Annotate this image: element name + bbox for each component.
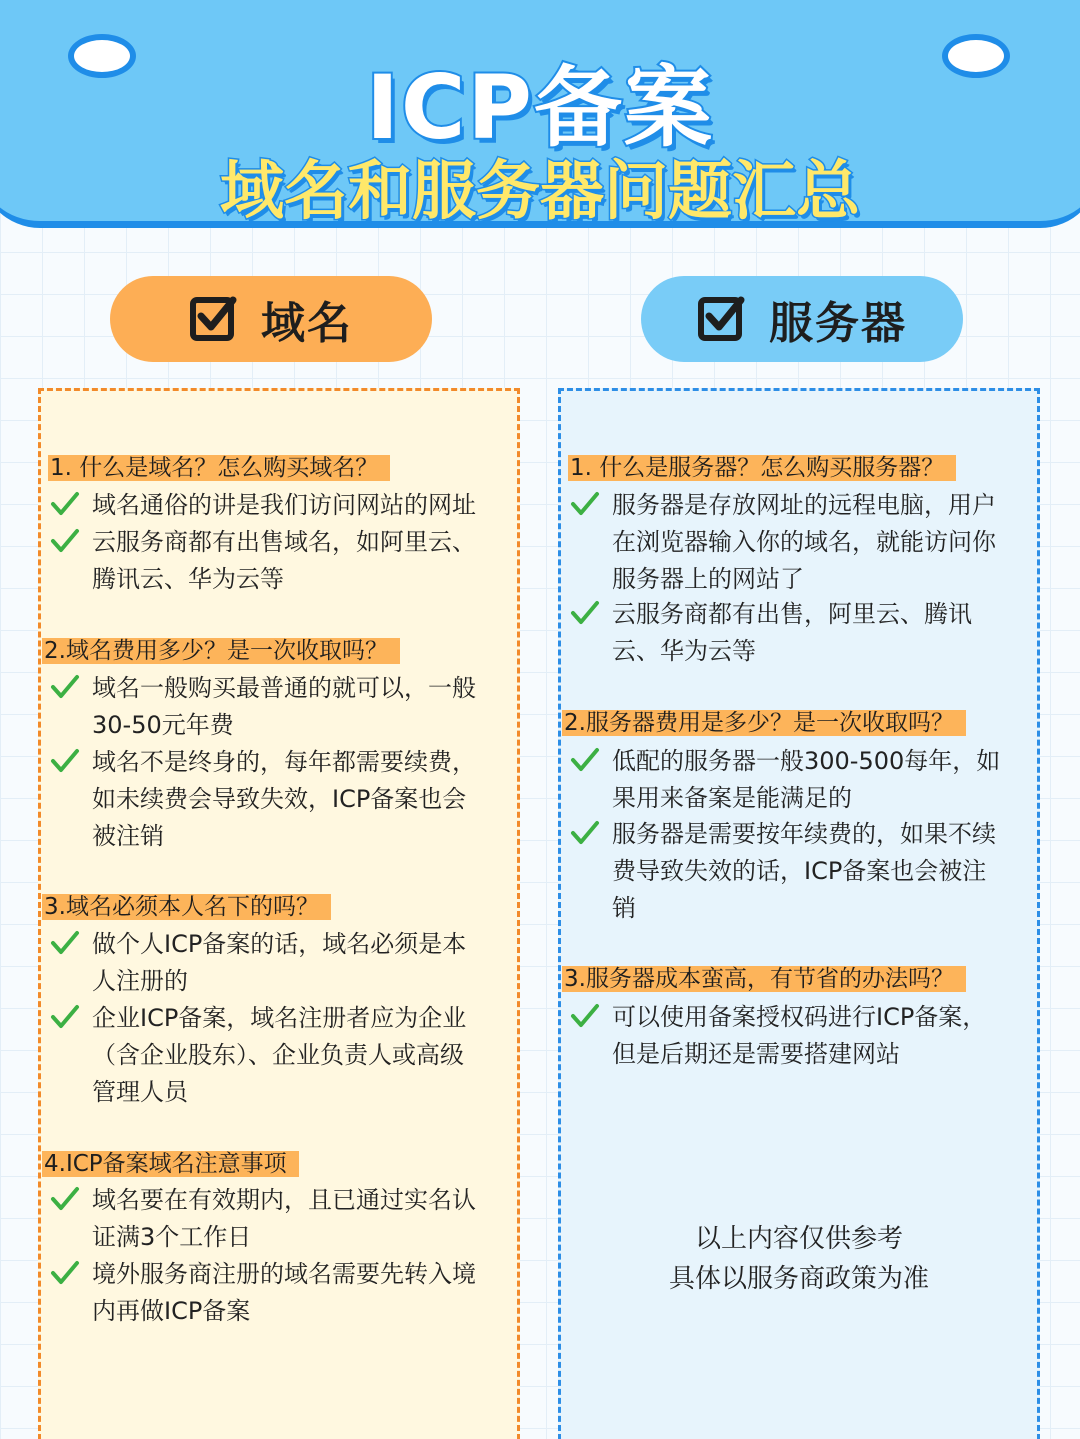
answer-line: 如未续费会导致失效，ICP备案也会 (92, 785, 467, 813)
answer-line: 被注销 (92, 822, 164, 850)
answer-item (92, 487, 476, 524)
answer-line: 域名通俗的讲是我们访问网站的网址 (92, 491, 476, 519)
column-header-domain (110, 276, 432, 362)
answer-line: 境外服务商注册的域名需要先转入境 (92, 1260, 476, 1288)
answer-line: 销 (612, 894, 636, 922)
answer-line: 低配的服务器一般300-500每年，如 (612, 747, 1001, 775)
page-title: ICP备案 (366, 56, 714, 159)
answer-line: 云服务商都有出售域名，如阿里云、 (92, 528, 476, 556)
question-text: 2.服务器费用是多少？是一次收取吗？ (562, 710, 966, 736)
answer-item (92, 1000, 466, 1111)
question-heading (42, 633, 400, 669)
checkbox-checked-icon (189, 294, 239, 344)
checkmark-icon (50, 1184, 80, 1214)
answer-line: 费导致失效的话，ICP备案也会被注 (612, 857, 987, 885)
checkbox-checked-icon (697, 294, 747, 344)
checkmark-icon (50, 672, 80, 702)
checkmark-icon (50, 1002, 80, 1032)
checkmark-icon (50, 928, 80, 958)
answer-line: （含企业股东）、企业负责人或高级 (92, 1041, 464, 1069)
answer-item (92, 524, 476, 598)
answer-item (612, 487, 996, 598)
checkmark-icon (570, 818, 600, 848)
question-heading (48, 450, 390, 486)
column-header-label: 服务器 (769, 298, 907, 349)
question-heading (568, 450, 956, 486)
answer-line: 但是后期还是需要搭建网站 (612, 1040, 900, 1068)
answer-item (92, 1256, 476, 1330)
answer-line: 30-50元年费 (92, 711, 234, 739)
checkmark-icon (50, 526, 80, 556)
answer-line: 企业ICP备案，域名注册者应为企业 (92, 1004, 467, 1032)
question-heading (42, 889, 331, 925)
checkmark-icon (50, 489, 80, 519)
column-header-label: 域名 (261, 298, 353, 349)
answer-line: 做个人ICP备案的话，域名必须是本 (92, 930, 467, 958)
answer-line: 人注册的 (92, 967, 188, 995)
question-text: 3.域名必须本人名下的吗？ (42, 894, 331, 920)
question-heading (562, 705, 966, 741)
answer-line: 管理人员 (92, 1078, 188, 1106)
answer-line: 服务器上的网站了 (612, 565, 804, 593)
question-text: 2.域名费用多少？是一次收取吗？ (42, 638, 400, 664)
question-text: 1. 什么是服务器？怎么购买服务器？ (568, 455, 956, 481)
answer-item (92, 670, 476, 744)
answer-item (92, 1182, 476, 1256)
answer-item (612, 999, 986, 1073)
answer-item (612, 596, 972, 670)
answer-item (612, 816, 996, 927)
question-text: 3.服务器成本蛮高，有节省的办法吗？ (562, 966, 966, 992)
answer-line: 域名要在有效期内，且已通过实名认 (92, 1186, 476, 1214)
question-text: 4.ICP备案域名注意事项 (42, 1151, 299, 1177)
answer-line: 腾讯云、华为云等 (92, 565, 284, 593)
answer-line: 果用来备案是能满足的 (612, 784, 852, 812)
answer-line: 在浏览器输入你的域名，就能访问你 (612, 528, 996, 556)
question-heading (562, 961, 966, 997)
column-header-server (641, 276, 963, 362)
answer-line: 域名一般购买最普通的就可以，一般 (92, 674, 476, 702)
answer-line: 证满3个工作日 (92, 1223, 252, 1251)
answer-item (612, 743, 1000, 817)
answer-line: 域名不是终身的，每年都需要续费， (92, 748, 476, 776)
disclaimer-line: 以上内容仅供参考 (694, 1224, 903, 1254)
answer-line: 服务器是存放网址的远程电脑，用户 (612, 491, 996, 519)
question-text: 1. 什么是域名？怎么购买域名？ (48, 455, 390, 481)
checkmark-icon (570, 745, 600, 775)
checkmark-icon (570, 489, 600, 519)
answer-line: 云服务商都有出售，阿里云、腾讯 (612, 600, 972, 628)
answer-line: 云、华为云等 (612, 637, 756, 665)
checkmark-icon (570, 1001, 600, 1031)
page-subtitle: 域名和服务器问题汇总 (220, 155, 860, 229)
answer-item (92, 926, 466, 1000)
disclaimer-line: 具体以服务商政策为准 (668, 1264, 929, 1294)
answer-line: 内再做ICP备案 (92, 1297, 251, 1325)
checkmark-icon (50, 1258, 80, 1288)
checkmark-icon (50, 746, 80, 776)
answer-item (92, 744, 476, 855)
answer-line: 服务器是需要按年续费的，如果不续 (612, 820, 996, 848)
question-heading (42, 1146, 299, 1182)
answer-line: 可以使用备案授权码进行ICP备案， (612, 1003, 987, 1031)
checkmark-icon (570, 598, 600, 628)
